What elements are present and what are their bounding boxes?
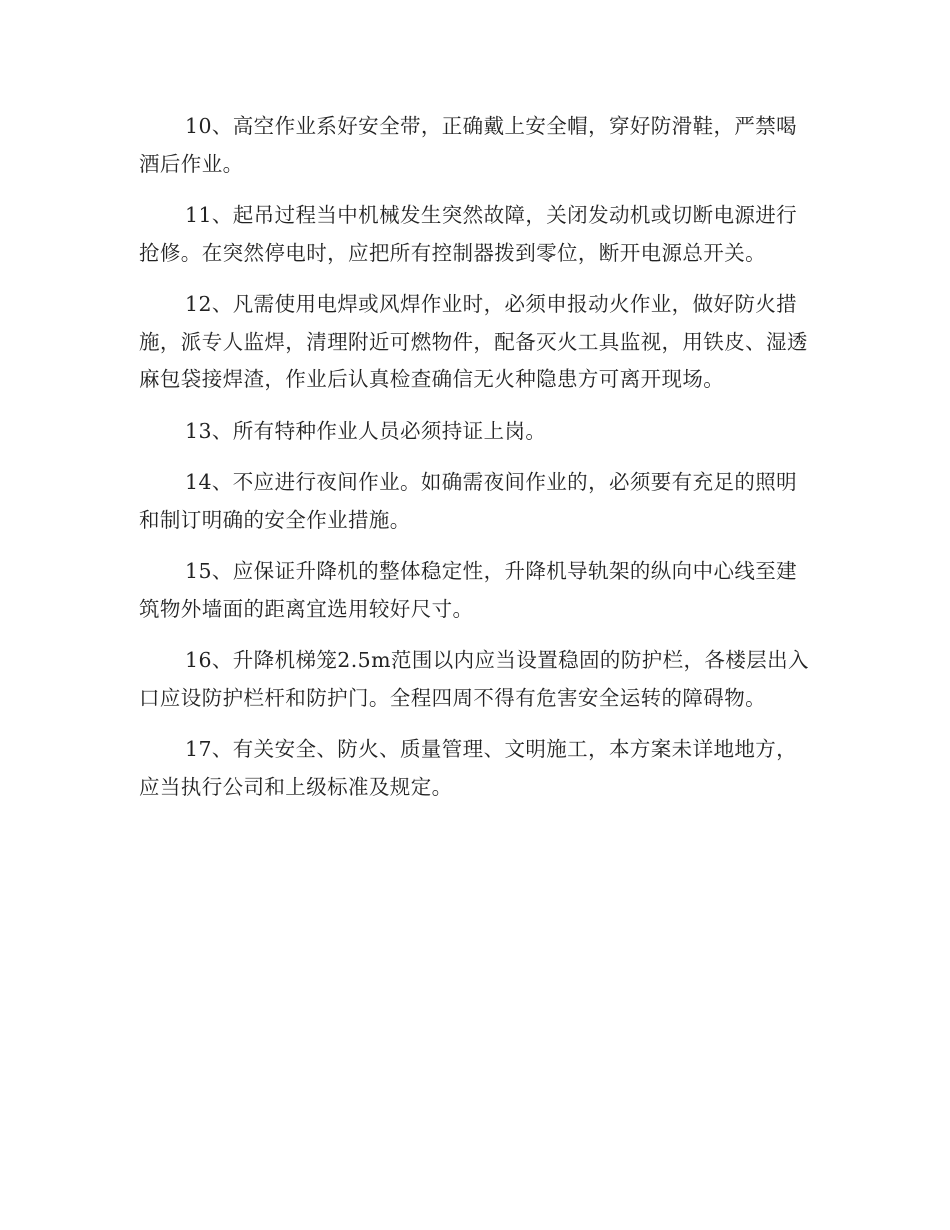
paragraph-item-12: 12、凡需使用电焊或风焊作业时，必须申报动火作业，做好防火措施，派专人监焊，清理附近可燃物件，配备灭火工具监视，用铁皮、湿透麻包袋接焊渣，作业后认真检查确信无火种隐患方可离开现场。 (139, 292, 808, 391)
paragraph-item-17: 17、有关安全、防火、质量管理、文明施工，本方案未详地地方，应当执行公司和上级标准及规定。 (139, 737, 798, 799)
paragraph-item-16: 16、升降机梯笼2.5m范围以内应当设置稳固的防护栏，各楼层出入口应设防护栏杆和防护门。全程四周不得有危害安全运转的障碍物。 (139, 648, 809, 710)
document-body (139, 108, 809, 820)
paragraph-item-14: 14、不应进行夜间作业。如确需夜间作业的，必须要有充足的照明和制订明确的安全作业措施。 (139, 470, 798, 532)
paragraph-item-13: 13、所有特种作业人员必须持证上岗。 (185, 418, 547, 443)
paragraph-item-11: 11、起吊过程当中机械发生突然故障，关闭发动机或切断电源进行抢修。在突然停电时，应把所有控制器拨到零位，断开电源总开关。 (139, 203, 798, 265)
paragraph-item-15: 15、应保证升降机的整体稳定性，升降机导轨架的纵向中心线至建筑物外墙面的距离宜选用较好尺寸。 (139, 559, 798, 621)
paragraph-item-10: 10、高空作业系好安全带，正确戴上安全帽，穿好防滑鞋，严禁喝酒后作业。 (139, 114, 798, 176)
